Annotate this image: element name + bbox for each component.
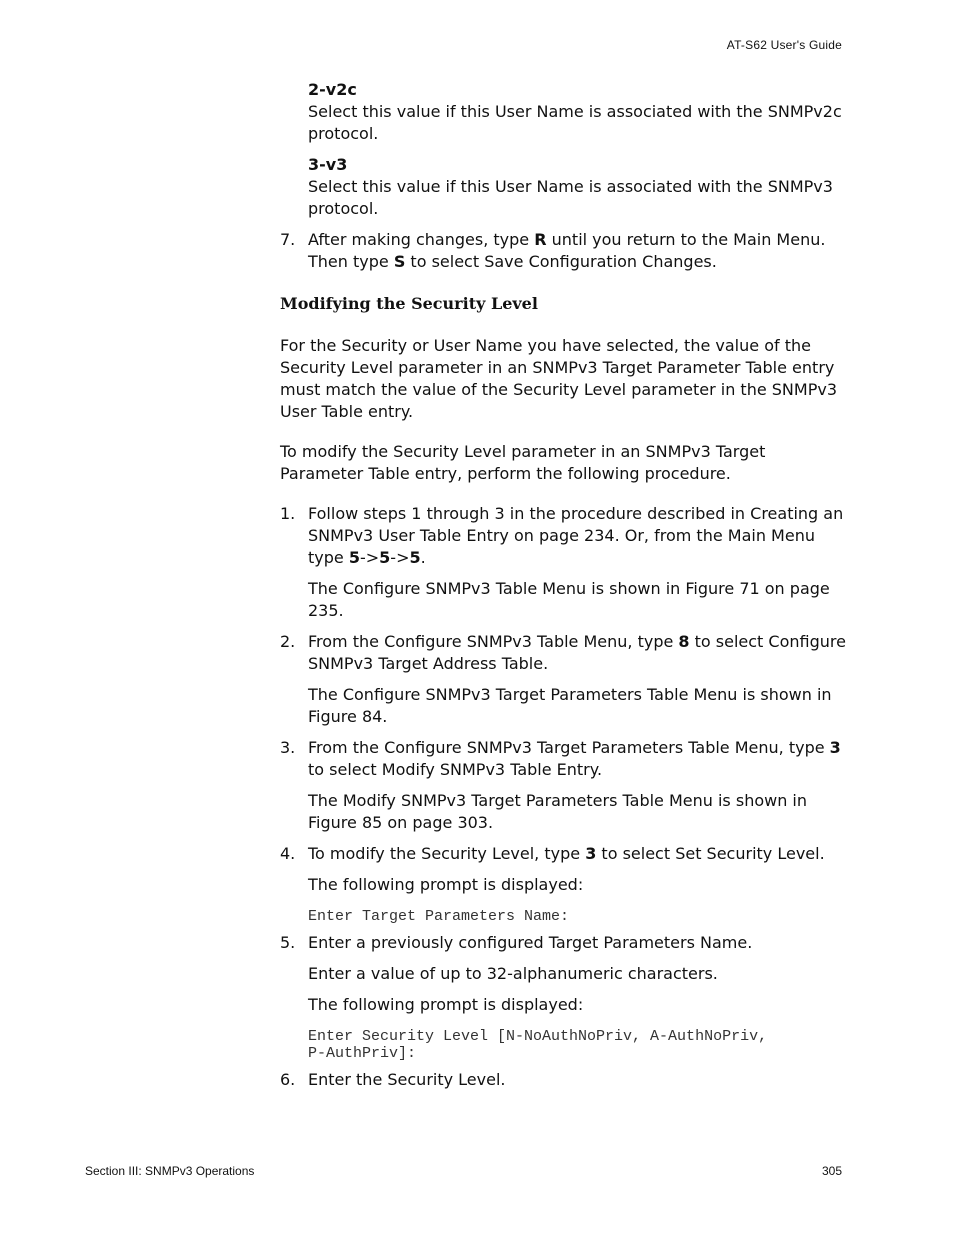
step-number: 2. [280, 632, 296, 651]
intro-paragraph: For the Security or User Name you have selected, the value of the Security Level parameter in an SNMPv3 Target Parameter Table entry must match the value of the Security Level parameter in the SNMPv3 User Table entry. [280, 336, 837, 421]
step-number: 6. [280, 1070, 296, 1089]
step-2-note: The Configure SNMPv3 Target Parameters Table Menu is shown in Figure 84. [308, 685, 832, 726]
step-2-text: From the Configure SNMPv3 Table Menu, type 8 to select Configure SNMPv3 Target Address Table. [308, 632, 846, 673]
step-5-note: Enter a value of up to 32-alphanumeric characters. [308, 964, 718, 983]
step-6-text: Enter the Security Level. [308, 1070, 506, 1089]
step-7-text: After making changes, type R until you return to the Main Menu. Then type S to select Save Configuration Changes. [308, 230, 826, 271]
step-4-text: To modify the Security Level, type 3 to select Set Security Level. [308, 844, 825, 863]
step-4-note: The following prompt is displayed: [308, 875, 584, 894]
option-desc-v3: Select this value if this User Name is associated with the SNMPv3 protocol. [308, 177, 833, 218]
step-number: 1. [280, 504, 296, 523]
option-label-v3: 3-v3 [308, 155, 348, 174]
step-number: 3. [280, 738, 296, 757]
step-1-note: The Configure SNMPv3 Table Menu is shown in Figure 71 on page 235. [308, 579, 830, 620]
running-header: AT-S62 User's Guide [726, 38, 842, 52]
option-label-v2c: 2-v2c [308, 80, 357, 99]
section-heading: Modifying the Security Level [280, 294, 538, 313]
step-5-text: Enter a previously configured Target Parameters Name. [308, 933, 753, 952]
step-1-text: Follow steps 1 through 3 in the procedure described in Creating an SNMPv3 User Table Entry on page 234. Or, from the Main Menu type 5->5->5. [308, 504, 844, 567]
step-number: 4. [280, 844, 296, 863]
code-prompt: Enter Target Parameters Name: [308, 908, 570, 925]
step-5-note: The following prompt is displayed: [308, 995, 584, 1014]
procedure-intro: To modify the Security Level parameter in an SNMPv3 Target Parameter Table entry, perform the following procedure. [280, 442, 766, 483]
code-prompt: Enter Security Level [N-NoAuthNoPriv, A-AuthNoPriv, [308, 1028, 768, 1045]
page-number: 305 [821, 1164, 842, 1178]
step-number: 5. [280, 933, 296, 952]
code-prompt: P-AuthPriv]: [308, 1045, 417, 1062]
step-3-note: The Modify SNMPv3 Target Parameters Table Menu is shown in Figure 85 on page 303. [308, 791, 808, 832]
footer-section: Section III: SNMPv3 Operations [85, 1164, 255, 1178]
step-3-text: From the Configure SNMPv3 Target Parameters Table Menu, type 3 to select Modify SNMPv3 Table Entry. [308, 738, 841, 779]
option-desc-v2c: Select this value if this User Name is associated with the SNMPv2c protocol. [308, 102, 842, 143]
step-number: 7. [280, 230, 296, 249]
